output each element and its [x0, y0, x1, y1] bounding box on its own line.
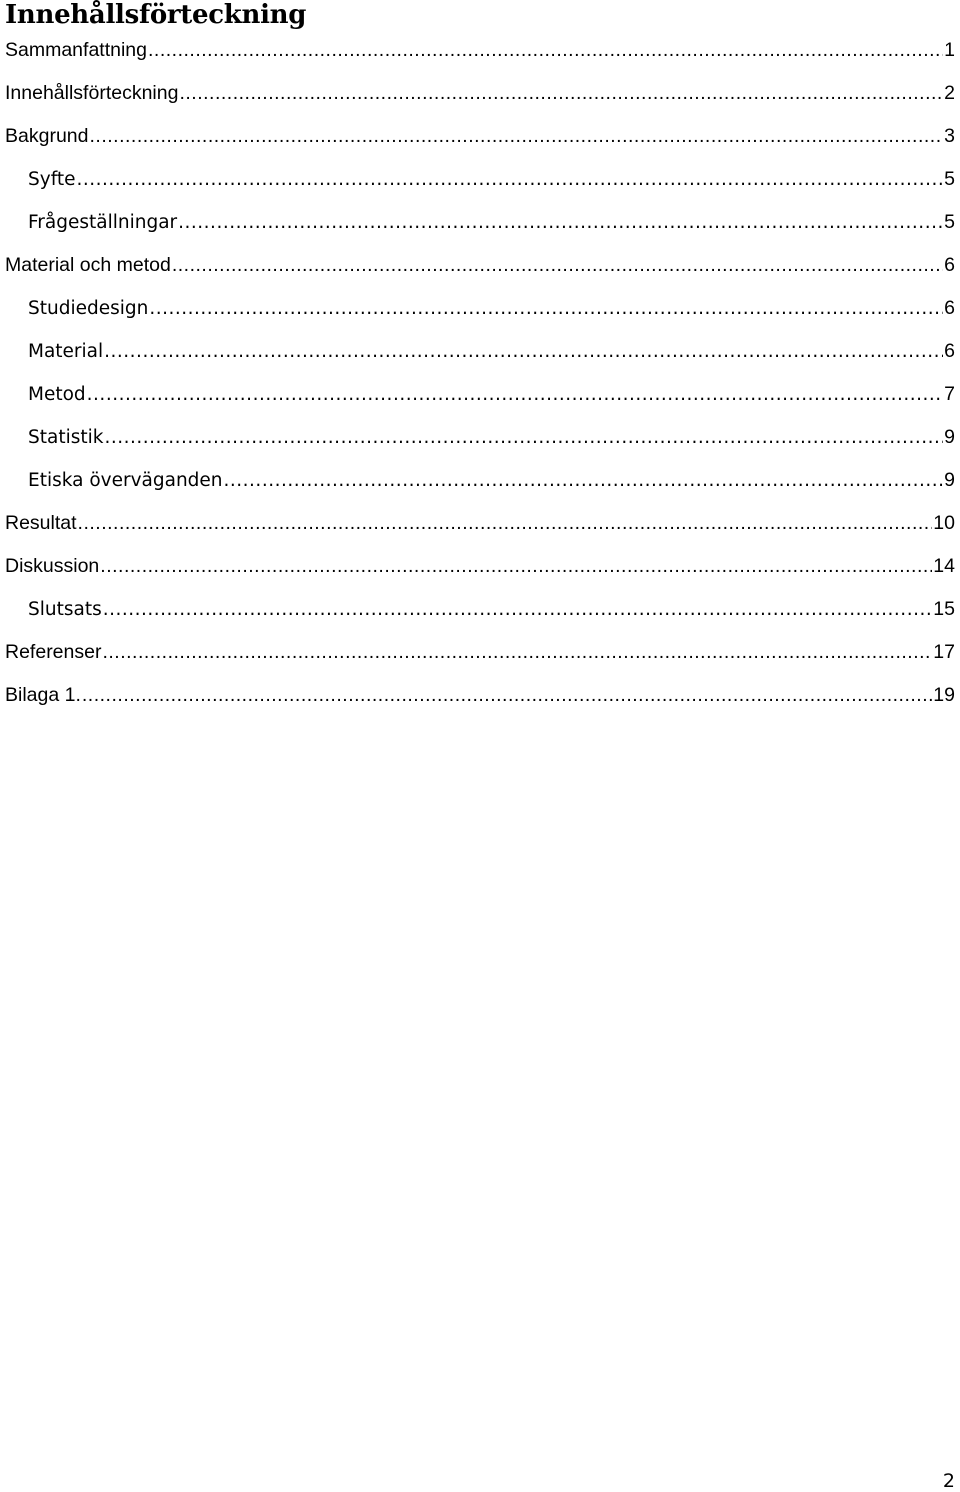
toc-entry-page: 2 [944, 82, 955, 104]
toc-entry-page: 10 [933, 512, 955, 534]
toc-entry-page: 9 [944, 469, 955, 491]
page-number: 2 [942, 1470, 955, 1492]
toc-subentry[interactable] [0, 416, 960, 459]
toc-dot-leader [77, 158, 944, 201]
toc-subentry[interactable] [0, 330, 960, 373]
toc-subentry[interactable] [0, 158, 960, 201]
toc-entry-page: 6 [944, 297, 955, 319]
toc-entry-title: Frågeställningar [28, 212, 178, 233]
toc-dot-leader [149, 287, 943, 330]
toc-dot-leader [104, 416, 943, 459]
toc-entry-title: Referenser [5, 641, 102, 663]
toc-dot-leader [78, 502, 933, 545]
toc-heading: Innehållsförteckning [5, 0, 307, 30]
toc-entry[interactable] [0, 115, 960, 158]
toc-dot-leader [224, 459, 944, 502]
toc-dot-leader [179, 72, 943, 115]
toc-dot-leader [102, 631, 932, 674]
toc-entry-title: Slutsats [28, 599, 102, 620]
toc-entry-page: 5 [944, 211, 955, 233]
toc-entry[interactable] [0, 244, 960, 287]
toc-entry-title: Material [28, 341, 104, 362]
toc-entry-title: Studiedesign [28, 298, 149, 319]
toc-subentry[interactable] [0, 459, 960, 502]
toc-entry-title: Etiska överväganden [28, 470, 223, 491]
toc-entry-page: 6 [944, 254, 955, 276]
toc-dot-leader [87, 373, 943, 416]
toc-dot-leader [100, 545, 932, 588]
toc-subentry[interactable] [0, 201, 960, 244]
toc-dot-leader [148, 29, 943, 72]
toc-subentry[interactable] [0, 588, 960, 631]
toc-entry-title: Bakgrund [5, 125, 89, 147]
toc-entry-page: 17 [933, 641, 955, 663]
toc-entry-page: 14 [933, 555, 955, 577]
toc-subentry[interactable] [0, 373, 960, 416]
toc-entry-page: 3 [944, 125, 955, 147]
toc-dot-leader [89, 115, 943, 158]
toc-entry-title: Statistik [28, 427, 104, 448]
toc-entry[interactable] [0, 502, 960, 545]
toc-entry[interactable] [0, 674, 960, 717]
toc-entry-title: Resultat [5, 512, 77, 534]
toc-entry[interactable] [0, 72, 960, 115]
toc-entry-page: 9 [944, 426, 955, 448]
toc-entry-page: 6 [944, 340, 955, 362]
toc-entry-title: Syfte [28, 169, 76, 190]
toc-entry[interactable] [0, 631, 960, 674]
toc-entry-page: 19 [933, 684, 955, 706]
toc-dot-leader [178, 201, 943, 244]
toc-list [0, 29, 960, 717]
toc-entry-page: 1 [944, 39, 955, 61]
toc-entry-page: 7 [944, 383, 955, 405]
toc-entry-title: Metod [28, 384, 86, 405]
toc-entry-title: Material och metod [5, 254, 171, 276]
toc-entry-page: 15 [933, 598, 955, 620]
toc-entry-page: 5 [944, 168, 955, 190]
toc-entry-title: Sammanfattning [5, 39, 147, 61]
toc-entry-title: Innehållsförteckning [5, 82, 179, 104]
toc-dot-leader [172, 244, 943, 287]
toc-entry[interactable] [0, 545, 960, 588]
toc-subentry[interactable] [0, 287, 960, 330]
toc-dot-leader [103, 588, 933, 631]
toc-entry-title: Bilaga 1. [5, 684, 81, 706]
toc-entry-title: Diskussion [5, 555, 100, 577]
toc-dot-leader [104, 330, 943, 373]
toc-dot-leader [82, 674, 932, 717]
toc-entry[interactable] [0, 29, 960, 72]
